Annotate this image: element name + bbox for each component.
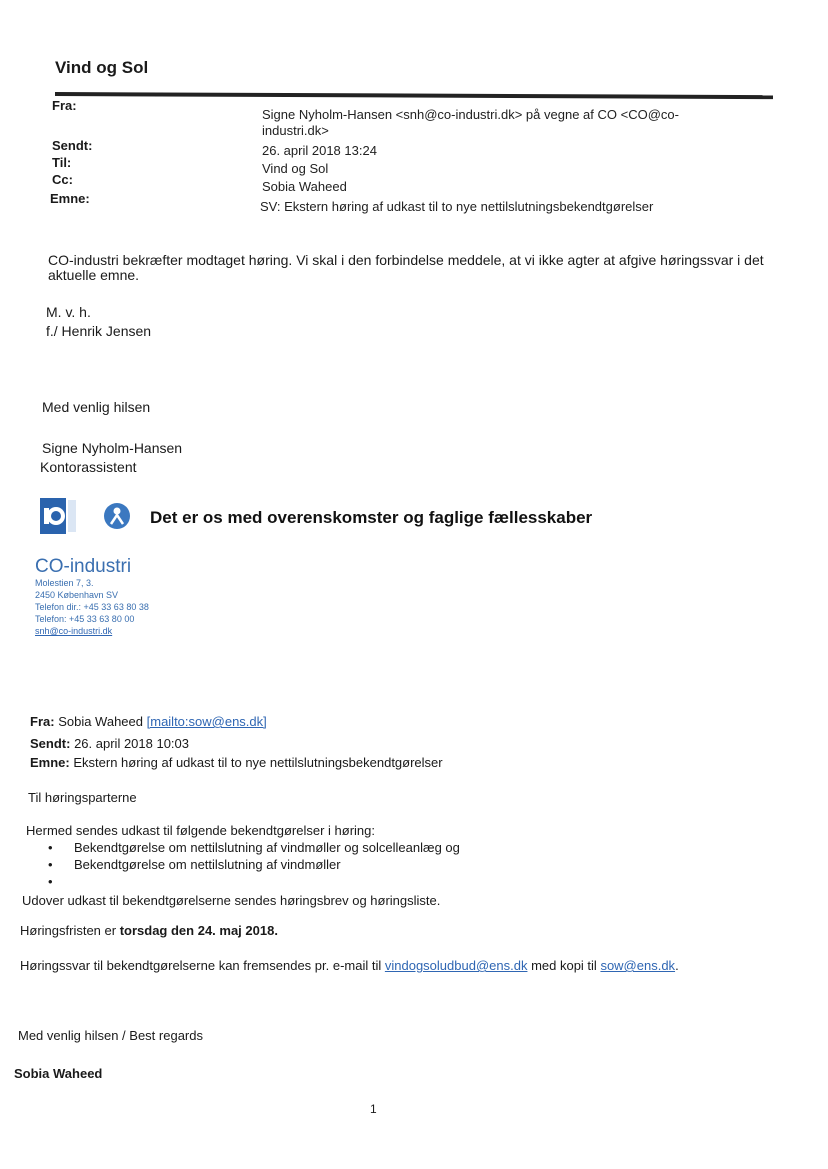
- closing-mvh: M. v. h.: [46, 304, 91, 320]
- answers-end: .: [675, 958, 679, 973]
- fwd-from-value: Sobia Waheed: [58, 714, 143, 729]
- closing-name: f./ Henrik Jensen: [46, 323, 152, 339]
- fwd-extra: Udover udkast til bekendtgørelserne sendes høringsbrev og høringsliste.: [22, 893, 441, 908]
- cc-value: Sobia Waheed: [262, 179, 347, 194]
- reply-paragraph-line1: CO-industri bekræfter modtaget høring. Vi skal i den forbindelse meddele, at vi ikke agter at afgive høringssvar i det: [48, 252, 764, 268]
- fwd-sent-value: 26. april 2018 10:03: [74, 736, 190, 751]
- fellowship-icon: [103, 502, 131, 530]
- company-phone: Telefon: +45 33 63 80 00: [35, 614, 135, 624]
- to-value: Vind og Sol: [262, 161, 329, 176]
- fwd-subject-label: Emne:: [30, 755, 70, 770]
- header-divider: [55, 92, 773, 99]
- subject-label: Emne:: [50, 191, 90, 206]
- deadline-date: torsdag den 24. maj 2018.: [119, 923, 278, 938]
- slogan: Det er os med overenskomster og faglige fællesskaber: [150, 508, 593, 527]
- fwd-sender: Sobia Waheed: [14, 1066, 103, 1081]
- company-email-link[interactable]: snh@co-industri.dk: [35, 626, 113, 636]
- fwd-intro: Hermed sendes udkast til følgende bekendtgørelser i høring:: [26, 823, 376, 838]
- greeting: Med venlig hilsen: [42, 399, 151, 415]
- company-address1: Molestien 7, 3.: [35, 578, 94, 588]
- to-label: Til:: [52, 155, 72, 170]
- mailbox-title: Vind og Sol: [55, 58, 149, 77]
- answers-prefix: Høringssvar til bekendtgørelserne kan fremsendes pr. e-mail til: [20, 958, 385, 973]
- fwd-salutation: Til høringsparterne: [28, 790, 137, 805]
- answers-email-link[interactable]: vindogsoludbud@ens.dk: [384, 958, 528, 973]
- reply-paragraph-line2: aktuelle emne.: [48, 267, 140, 283]
- cc-label: Cc:: [52, 172, 73, 187]
- fwd-from-label: Fra:: [30, 714, 55, 729]
- bullet-item: •: [48, 874, 53, 889]
- company-phone-direct: Telefon dir.: +45 33 63 80 38: [35, 602, 149, 612]
- co-industri-logo-icon: [38, 496, 78, 536]
- signature-name: Signe Nyholm-Hansen: [42, 440, 183, 456]
- fwd-subject-value: Ekstern høring af udkast til to nye nettilslutningsbekendtgørelser: [73, 755, 443, 770]
- bullet-item-text: Bekendtgørelse om nettilslutning af vindmøller og solcelleanlæg og: [74, 840, 460, 855]
- copy-email-link[interactable]: sow@ens.dk: [600, 958, 676, 973]
- answers-mid: med kopi til: [527, 958, 601, 973]
- bullet-item: •: [48, 840, 53, 855]
- page-number: 1: [370, 1102, 377, 1116]
- fwd-regards: Med venlig hilsen / Best regards: [18, 1028, 203, 1043]
- from-label: Fra:: [52, 98, 77, 113]
- sent-label: Sendt:: [52, 138, 93, 153]
- from-value-line1: Signe Nyholm-Hansen <snh@co-industri.dk> på vegne af CO <CO@co-: [262, 107, 679, 122]
- signature-title: Kontorassistent: [40, 459, 137, 475]
- company-address2: 2450 København SV: [35, 590, 119, 600]
- sent-value: 26. april 2018 13:24: [262, 143, 377, 158]
- bullet-item-text: Bekendtgørelse om nettilslutning af vindmøller: [74, 857, 341, 872]
- bullet-item: •: [48, 857, 53, 872]
- fwd-sent-label: Sendt:: [30, 736, 71, 751]
- deadline-prefix: Høringsfristen er: [20, 923, 120, 938]
- fwd-mailto-link[interactable]: [mailto:sow@ens.dk]: [146, 714, 267, 729]
- subject-value: SV: Ekstern høring af udkast til to nye nettilslutningsbekendtgørelser: [260, 199, 654, 214]
- company-name: CO-industri: [35, 556, 132, 577]
- from-value-line2: industri.dk>: [262, 123, 329, 138]
